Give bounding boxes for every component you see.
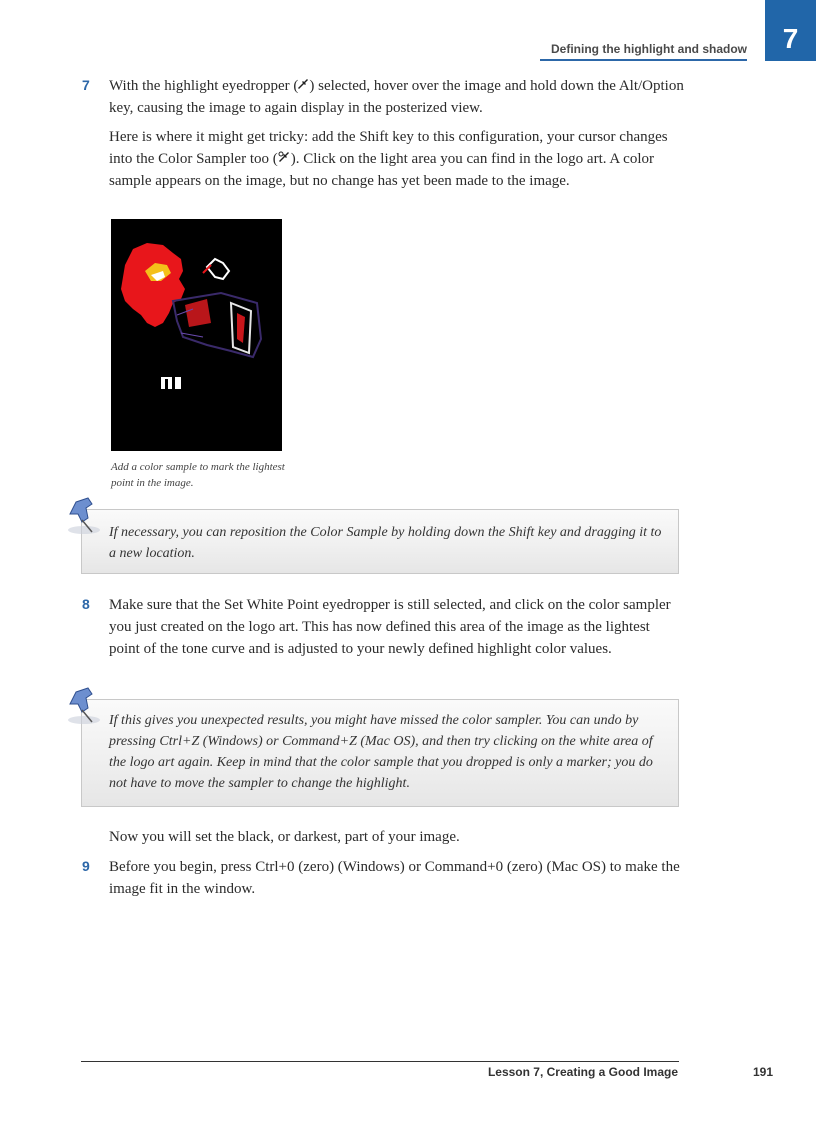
step-7-text-d: ). Click on the light area you can find in the logo art. A color sample appears on the image, but no change has yet been made to the image.: [109, 151, 654, 189]
body-paragraph: Now you will set the black, or darkest, part of your image.: [109, 829, 460, 845]
footer-rule: [81, 1061, 679, 1062]
figure-caption: Add a color sample to mark the lightest point in the image.: [111, 461, 285, 489]
running-header-title: Defining the highlight and shadow: [551, 42, 747, 56]
step-7-text-a: With the highlight eyedropper (: [109, 78, 299, 94]
posterized-image-figure: [111, 219, 282, 451]
step-8-paragraph: Make sure that the Set White Point eyedropper is still selected, and click on the color sampler you just created on the logo art. This has now defined this area of the image as the lightest point of the tone curve and is adjusted to your newly defined highlight color values.: [109, 597, 671, 657]
step-number-7: 7: [82, 77, 90, 93]
step-7-paragraph-1: [109, 75, 684, 119]
note-2-text: If this gives you unexpected results, you might have missed the color sampler. You can undo by pressing Ctrl+Z (Windows) or Command+Z (Mac OS), and then try clicking on the white area of the logo art again. Keep in mind that the color sample that you dropped is only a marker; you do not have to move the sampler to change the highlight.: [109, 713, 653, 791]
header-rule: [540, 59, 747, 61]
chapter-tab: [765, 0, 816, 61]
note-box-1: [81, 509, 679, 574]
eyedropper-icon: [298, 75, 309, 97]
note-box-2: [81, 699, 679, 807]
step-number-9: 9: [82, 858, 90, 874]
note-1-text: If necessary, you can reposition the Color Sample by holding down the Shift key and dragging it to a new location.: [109, 525, 662, 561]
page-number: 191: [753, 1065, 774, 1079]
step-7-text-b: ) selected, hover over the image and hold down the Alt/Option key, causing the image to again display in the posterized view.: [109, 78, 684, 116]
step-7-paragraph-2: [109, 126, 684, 192]
step-9-paragraph: Before you begin, press Ctrl+0 (zero) (Windows) or Command+0 (zero) (Mac OS) to make the image fit in the window.: [109, 859, 680, 897]
step-number-8: 8: [82, 596, 90, 612]
pushpin-icon: [58, 686, 104, 735]
footer-lesson-title: Lesson 7, Creating a Good Image: [487, 1065, 678, 1079]
pushpin-icon: [58, 496, 104, 545]
step-7-text-c: Here is where it might get tricky: add the Shift key to this configuration, your cursor changes into the Color Sampler too (: [109, 129, 668, 167]
chapter-number: 7: [782, 23, 799, 54]
color-sampler-icon: [278, 148, 291, 170]
